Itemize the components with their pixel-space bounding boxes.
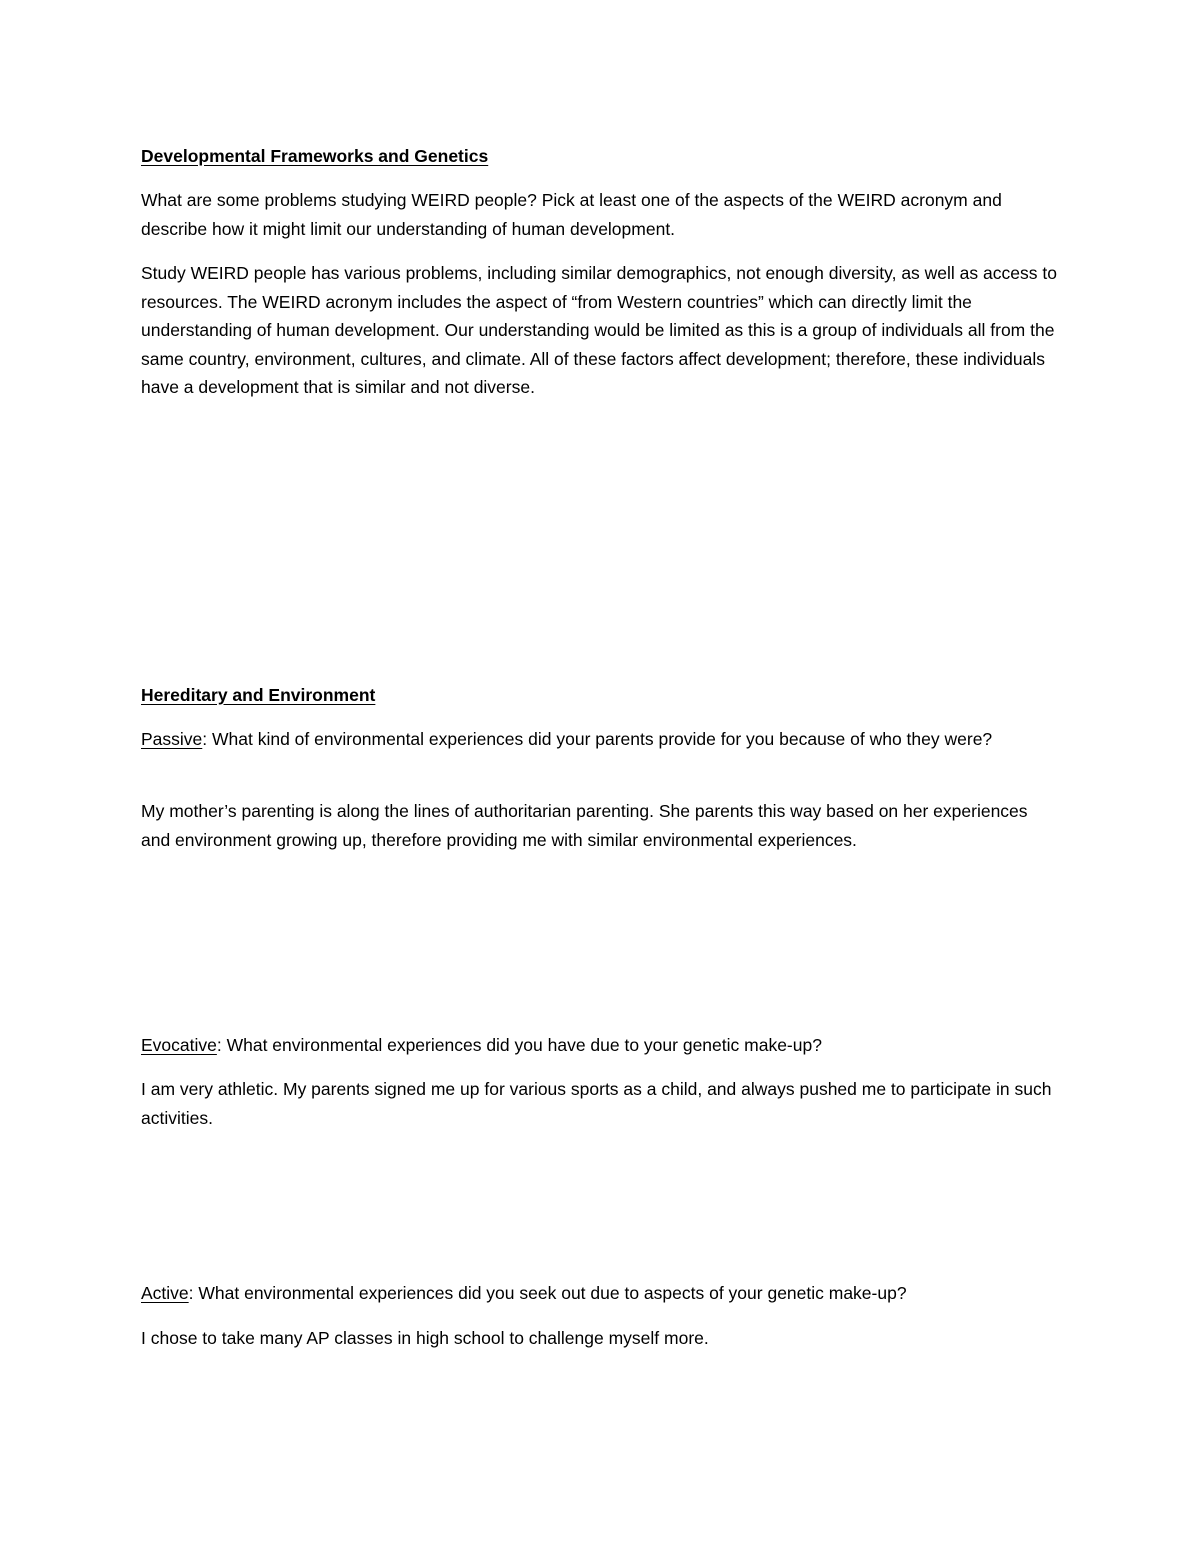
evocative-question xyxy=(141,1031,1061,1060)
passive-question-text: : What kind of environmental experiences did your parents provide for you because of who they were? xyxy=(202,729,993,749)
weird-answer: Study WEIRD people has various problems, including similar demographics, not enough diversity, as well as access to resources. The WEIRD acronym includes the aspect of “from Western countries” which can directly limit the understanding of human development. Our understanding would be limited as this is a group of individuals all from the same country, environment, cultures, and climate. All of these factors affect development; therefore, these individuals have a development that is similar and not diverse. xyxy=(141,263,1057,397)
active-question xyxy=(141,1279,1061,1308)
section-heading-hereditary-environment: Hereditary and Environment xyxy=(141,685,376,705)
section-heading-developmental-frameworks: Developmental Frameworks and Genetics xyxy=(141,146,489,166)
active-question-text: : What environmental experiences did you seek out due to aspects of your genetic make-up? xyxy=(188,1283,907,1303)
active-label: Active xyxy=(141,1283,189,1303)
passive-answer: My mother’s parenting is along the lines of authoritarian parenting. She parents this way based on her experiences and environment growing up, therefore providing me with similar environmental experiences. xyxy=(141,801,1028,850)
evocative-question-text: : What environmental experiences did you have due to your genetic make-up? xyxy=(216,1035,822,1055)
passive-question xyxy=(141,725,1061,754)
passive-label: Passive xyxy=(141,729,203,749)
weird-question: What are some problems studying WEIRD people? Pick at least one of the aspects of the WEIRD acronym and describe how it might limit our understanding of human development. xyxy=(141,190,1002,239)
evocative-answer: I am very athletic. My parents signed me up for various sports as a child, and always pushed me to participate in such activities. xyxy=(141,1079,1052,1128)
evocative-label: Evocative xyxy=(141,1035,217,1055)
active-answer: I chose to take many AP classes in high school to challenge myself more. xyxy=(141,1328,709,1348)
